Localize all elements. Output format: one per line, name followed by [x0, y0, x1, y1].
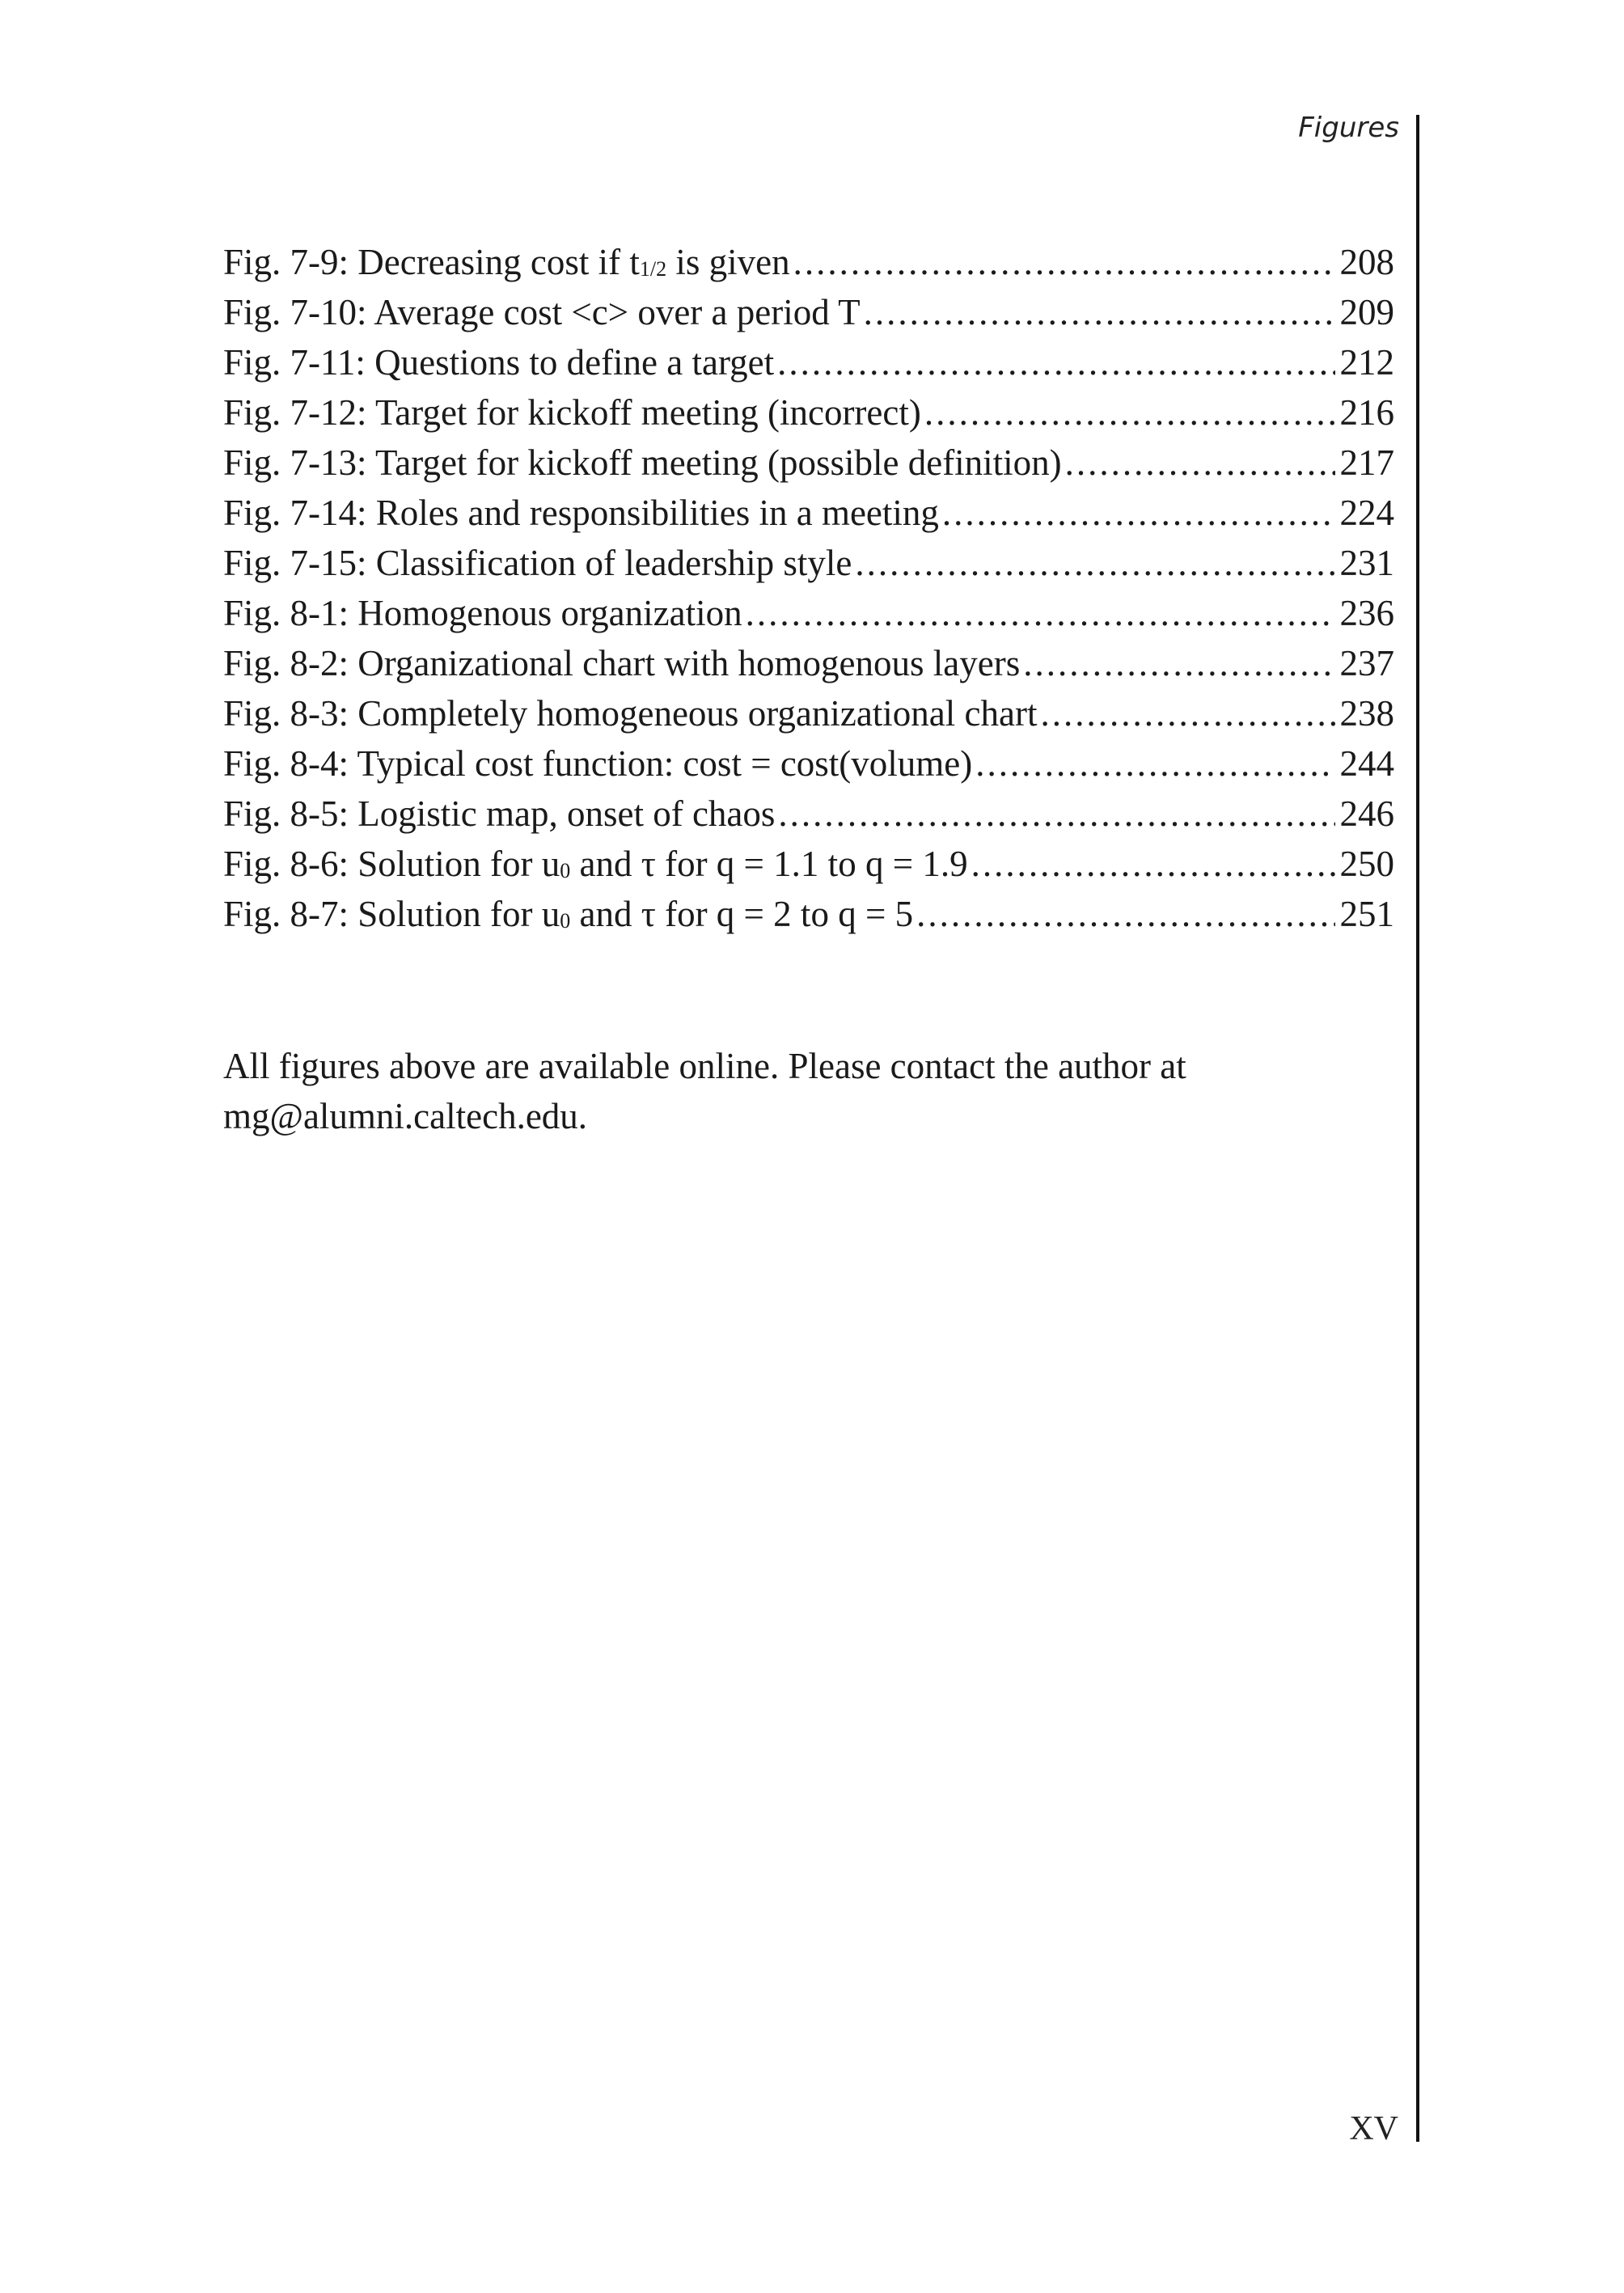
toc-page-number: 208 — [1339, 242, 1394, 282]
toc-page-number: 231 — [1339, 543, 1394, 583]
toc-page-number: 246 — [1339, 793, 1394, 834]
toc-title-subscript: 1/2 — [639, 257, 667, 281]
toc-entry-title — [223, 588, 742, 638]
toc-page-number: 238 — [1339, 693, 1394, 734]
toc-page-number: 209 — [1339, 292, 1394, 332]
toc-title-text-after: and τ for q = 1.1 to q = 1.9 — [570, 844, 968, 884]
toc-entry — [223, 237, 1394, 287]
toc-entry — [223, 387, 1394, 438]
toc-entry — [223, 638, 1394, 688]
toc-entry — [223, 738, 1394, 789]
toc-page-number: 237 — [1339, 643, 1394, 683]
toc-page-number: 244 — [1339, 743, 1394, 784]
dot-leader — [975, 738, 1334, 789]
dot-leader — [864, 287, 1335, 337]
dot-leader — [778, 789, 1334, 839]
toc-entry-title — [223, 538, 852, 588]
toc-page-number: 212 — [1339, 342, 1394, 383]
toc-entry — [223, 538, 1394, 588]
dot-leader — [924, 387, 1335, 438]
running-header: Figures — [1298, 112, 1399, 144]
toc-title-text: Fig. 7-15: Classification of leadership style — [223, 543, 852, 583]
toc-page-number: 216 — [1339, 392, 1394, 433]
toc-page-number: 236 — [1339, 593, 1394, 633]
toc-entry-title — [223, 688, 1037, 738]
toc-page-number: 250 — [1339, 844, 1394, 884]
toc-title-text: Fig. 7-11: Questions to define a target — [223, 342, 775, 383]
note-line-1: All figures above are available online. Please contact the author at — [223, 1046, 1186, 1086]
dot-leader — [855, 538, 1334, 588]
dot-leader — [916, 889, 1334, 939]
availability-note — [223, 1041, 1396, 1141]
toc-title-text: Fig. 8-1: Homogenous organization — [223, 593, 742, 633]
toc-title-text: Fig. 7-10: Average cost <c> over a period T — [223, 292, 861, 332]
toc-entry — [223, 789, 1394, 839]
margin-rule — [1416, 115, 1419, 2142]
toc-entry — [223, 287, 1394, 337]
toc-title-text: Fig. 8-5: Logistic map, onset of chaos — [223, 793, 776, 834]
toc-entry-title — [223, 287, 861, 337]
toc-title-text: Fig. 8-4: Typical cost function: cost = cost(volume) — [223, 743, 973, 784]
dot-leader — [793, 237, 1335, 287]
toc-title-text: Fig. 7-9: Decreasing cost if t — [223, 242, 640, 282]
dot-leader — [1065, 438, 1335, 488]
dot-leader — [942, 488, 1335, 538]
toc-title-text: Fig. 8-6: Solution for u — [223, 844, 560, 884]
toc-title-text: Fig. 8-7: Solution for u — [223, 894, 560, 934]
toc-entry — [223, 588, 1394, 638]
toc-title-text-after: and τ for q = 2 to q = 5 — [570, 894, 914, 934]
toc-entry-title — [223, 488, 939, 538]
toc-title-text: Fig. 8-2: Organizational chart with homogenous layers — [223, 643, 1021, 683]
list-of-figures — [223, 237, 1394, 939]
toc-title-subscript: 0 — [560, 859, 571, 882]
toc-title-text-after: is given — [666, 242, 790, 282]
note-email: mg@alumni.caltech.edu. — [223, 1096, 588, 1136]
toc-title-text: Fig. 7-14: Roles and responsibilities in a meeting — [223, 493, 939, 533]
toc-title-subscript: 0 — [560, 909, 571, 933]
toc-entry — [223, 688, 1394, 738]
toc-entry-title — [223, 438, 1062, 488]
toc-entry — [223, 488, 1394, 538]
toc-title-text: Fig. 7-13: Target for kickoff meeting (possible definition) — [223, 442, 1062, 483]
toc-entry-title — [223, 638, 1020, 688]
toc-title-text: Fig. 7-12: Target for kickoff meeting (incorrect) — [223, 392, 921, 433]
toc-title-text: Fig. 8-3: Completely homogeneous organizational chart — [223, 693, 1038, 734]
toc-entry-title — [223, 387, 921, 438]
toc-entry-title — [223, 237, 790, 287]
dot-leader — [1023, 638, 1334, 688]
toc-entry-title — [223, 889, 913, 939]
toc-page-number: 251 — [1339, 894, 1394, 934]
dot-leader — [746, 588, 1335, 638]
dot-leader — [1040, 688, 1334, 738]
toc-page-number: 224 — [1339, 493, 1394, 533]
toc-entry — [223, 839, 1394, 889]
toc-page-number: 217 — [1339, 442, 1394, 483]
toc-entry-title — [223, 789, 775, 839]
toc-entry-title — [223, 839, 968, 889]
dot-leader — [971, 839, 1335, 889]
toc-entry — [223, 337, 1394, 387]
toc-entry — [223, 889, 1394, 939]
dot-leader — [777, 337, 1334, 387]
toc-entry — [223, 438, 1394, 488]
toc-entry-title — [223, 337, 774, 387]
page-number: XV — [1349, 2110, 1398, 2147]
toc-entry-title — [223, 738, 972, 789]
